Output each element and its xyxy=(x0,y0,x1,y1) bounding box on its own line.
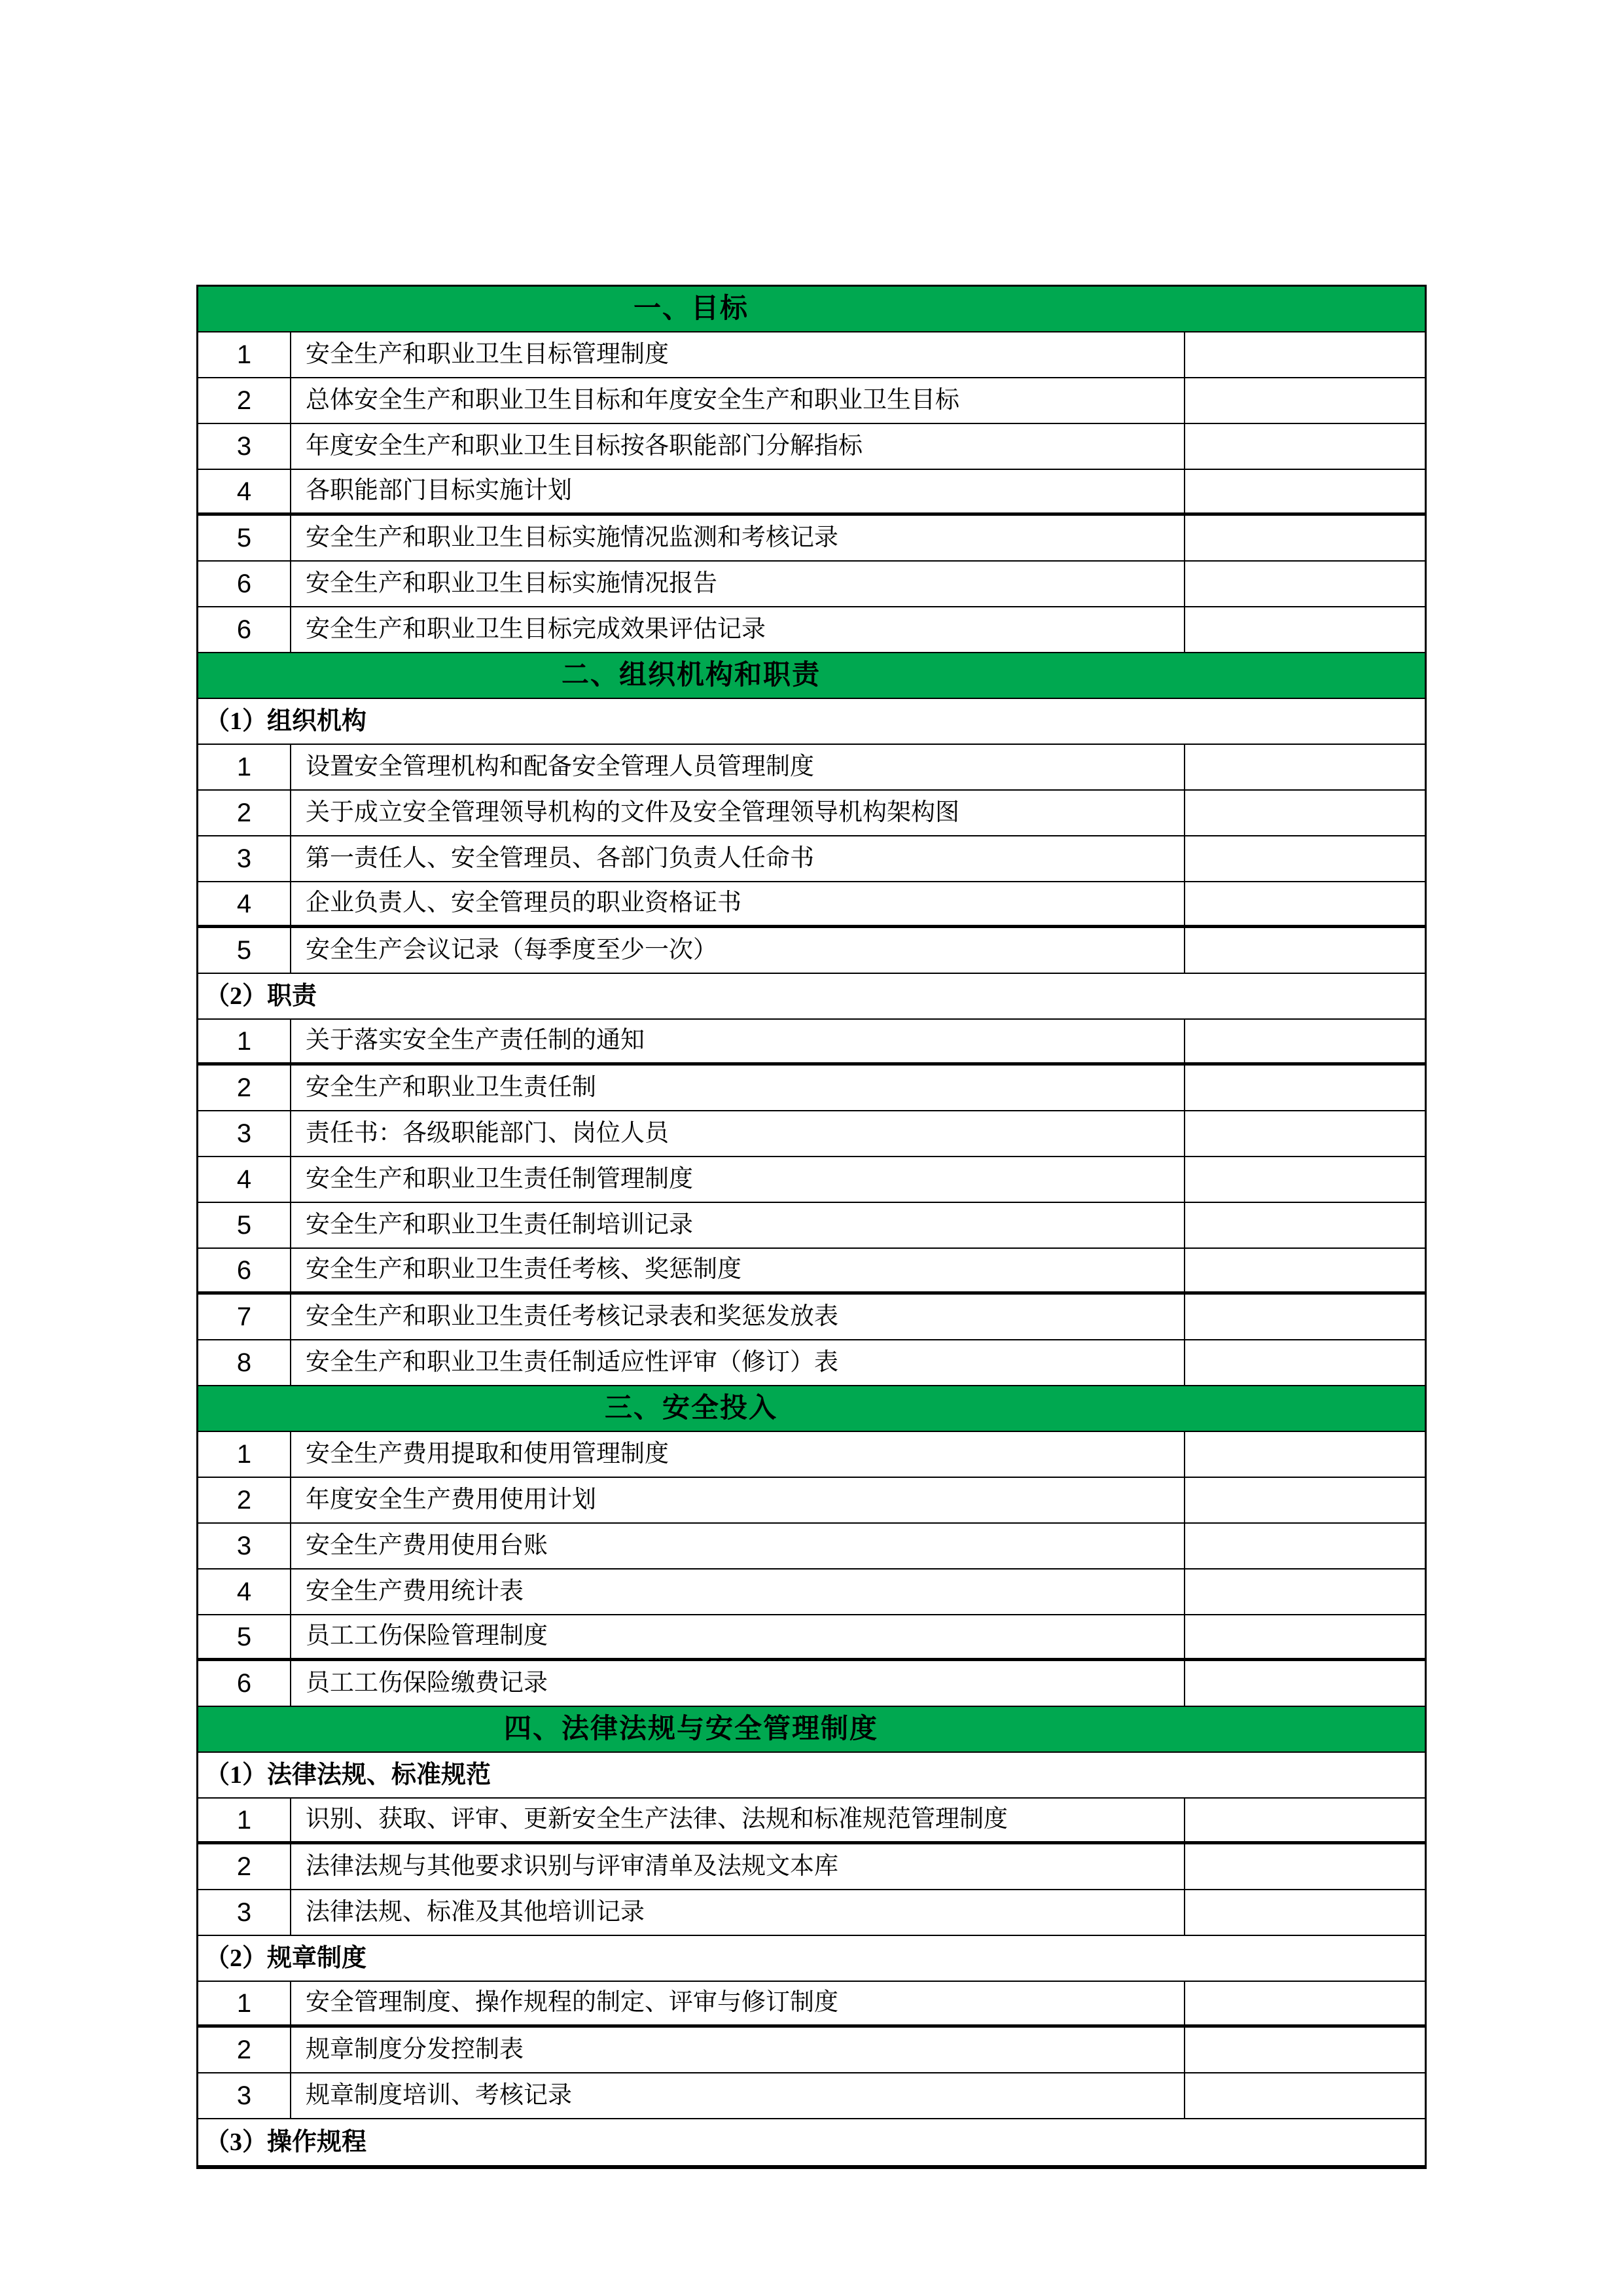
subsection-title: （1）组织机构 xyxy=(205,708,367,735)
subsection-title: （2）规章制度 xyxy=(205,1945,367,1972)
checklist-item-row xyxy=(198,882,1425,928)
safety-checklist-table xyxy=(196,285,1427,2169)
item-status-cell xyxy=(1184,1340,1425,1385)
checklist-item-row xyxy=(198,378,1425,424)
item-text: 法律法规与其他要求识别与评审清单及法规文本库 xyxy=(290,1844,1184,1889)
section-header-row xyxy=(198,1386,1425,1432)
section-title: 二、组织机构和职责 xyxy=(561,660,821,691)
item-status-cell xyxy=(1184,1157,1425,1202)
item-text: 关于成立安全管理领导机构的文件及安全管理领导机构架构图 xyxy=(290,791,1184,835)
item-number: 4 xyxy=(236,889,252,918)
subsection-title: （3）操作规程 xyxy=(205,2128,367,2156)
item-number: 5 xyxy=(236,1622,252,1651)
item-text: 安全生产和职业卫生责任制适应性评审（修订）表 xyxy=(290,1340,1184,1385)
item-status-cell xyxy=(1184,1020,1425,1062)
checklist-item-row xyxy=(198,1340,1425,1386)
subsection-header-row xyxy=(198,1936,1425,1982)
checklist-item-row xyxy=(198,1111,1425,1157)
checklist-item-row xyxy=(198,1890,1425,1936)
item-number: 3 xyxy=(236,844,252,873)
checklist-item-row xyxy=(198,424,1425,470)
item-status-cell xyxy=(1184,1295,1425,1339)
item-number: 8 xyxy=(236,1348,252,1377)
item-number: 7 xyxy=(236,1302,252,1331)
subsection-title: （2）职责 xyxy=(205,982,317,1010)
checklist-item-row xyxy=(198,1570,1425,1615)
item-status-cell xyxy=(1184,745,1425,789)
item-text: 规章制度分发控制表 xyxy=(290,2028,1184,2072)
item-status-cell xyxy=(1184,1570,1425,1614)
item-number: 6 xyxy=(236,569,252,598)
section-header-tail xyxy=(1184,287,1425,331)
checklist-item-row xyxy=(198,1249,1425,1295)
item-status-cell xyxy=(1184,470,1425,512)
item-status-cell xyxy=(1184,1661,1425,1706)
item-text: 年度安全生产费用使用计划 xyxy=(290,1478,1184,1522)
item-number: 1 xyxy=(236,753,252,781)
item-text: 安全生产和职业卫生责任制培训记录 xyxy=(290,1203,1184,1247)
checklist-item-row xyxy=(198,1799,1425,1844)
item-text: 规章制度培训、考核记录 xyxy=(290,2073,1184,2118)
section-header-cell xyxy=(198,1707,1184,1751)
section-title: 一、目标 xyxy=(633,294,749,324)
checklist-item-row xyxy=(198,791,1425,836)
item-text: 关于落实安全生产责任制的通知 xyxy=(290,1020,1184,1062)
section-header-tail xyxy=(1184,653,1425,698)
item-text: 员工工伤保险管理制度 xyxy=(290,1615,1184,1658)
item-text: 各职能部门目标实施计划 xyxy=(290,470,1184,512)
section-header-cell xyxy=(198,287,1184,331)
item-status-cell xyxy=(1184,1524,1425,1568)
item-text: 第一责任人、安全管理员、各部门负责人任命书 xyxy=(290,836,1184,881)
item-text: 安全生产和职业卫生责任制 xyxy=(290,1066,1184,1110)
item-number: 2 xyxy=(236,1852,252,1881)
checklist-item-row xyxy=(198,1844,1425,1890)
item-status-cell xyxy=(1184,1066,1425,1110)
item-status-cell xyxy=(1184,1615,1425,1658)
item-text: 安全生产和职业卫生责任考核记录表和奖惩发放表 xyxy=(290,1295,1184,1339)
section-header-tail xyxy=(1184,1707,1425,1751)
item-number: 2 xyxy=(236,1486,252,1515)
checklist-item-row xyxy=(198,516,1425,562)
item-text: 责任书：各级职能部门、岗位人员 xyxy=(290,1111,1184,1156)
item-text: 员工工伤保险缴费记录 xyxy=(290,1661,1184,1706)
item-text: 安全生产和职业卫生责任考核、奖惩制度 xyxy=(290,1249,1184,1291)
item-number: 5 xyxy=(236,936,252,965)
item-status-cell xyxy=(1184,791,1425,835)
item-number: 3 xyxy=(236,1898,252,1927)
item-number: 4 xyxy=(236,1165,252,1194)
checklist-item-row xyxy=(198,607,1425,653)
item-status-cell xyxy=(1184,1203,1425,1247)
section-header-row xyxy=(198,1707,1425,1753)
item-text: 安全生产和职业卫生目标完成效果评估记录 xyxy=(290,607,1184,652)
checklist-item-row xyxy=(198,836,1425,882)
item-number: 4 xyxy=(236,1577,252,1606)
item-text: 安全管理制度、操作规程的制定、评审与修订制度 xyxy=(290,1982,1184,2024)
checklist-item-row xyxy=(198,1295,1425,1340)
item-number: 5 xyxy=(236,524,252,552)
item-text: 安全生产会议记录（每季度至少一次） xyxy=(290,928,1184,973)
item-number: 3 xyxy=(236,1532,252,1560)
item-status-cell xyxy=(1184,1249,1425,1291)
subsection-header-row xyxy=(198,2119,1425,2165)
item-number: 1 xyxy=(236,1440,252,1469)
checklist-item-row xyxy=(198,1615,1425,1661)
item-status-cell xyxy=(1184,424,1425,469)
checklist-item-row xyxy=(198,2073,1425,2119)
item-text: 安全生产和职业卫生目标管理制度 xyxy=(290,332,1184,377)
item-status-cell xyxy=(1184,2073,1425,2118)
item-text: 企业负责人、安全管理员的职业资格证书 xyxy=(290,882,1184,925)
item-status-cell xyxy=(1184,1111,1425,1156)
checklist-item-row xyxy=(198,928,1425,974)
checklist-item-row xyxy=(198,1020,1425,1066)
checklist-item-row xyxy=(198,1524,1425,1570)
item-number: 3 xyxy=(236,432,252,461)
item-text: 安全生产费用统计表 xyxy=(290,1570,1184,1614)
item-number: 6 xyxy=(236,1669,252,1698)
item-number: 2 xyxy=(236,1073,252,1102)
item-status-cell xyxy=(1184,378,1425,423)
item-status-cell xyxy=(1184,836,1425,881)
section-title: 三、安全投入 xyxy=(604,1393,777,1424)
item-number: 6 xyxy=(236,1255,252,1285)
checklist-item-row xyxy=(198,745,1425,791)
checklist-item-row xyxy=(198,1661,1425,1707)
item-status-cell xyxy=(1184,332,1425,377)
item-number: 1 xyxy=(236,1988,252,2018)
item-text: 安全生产费用提取和使用管理制度 xyxy=(290,1432,1184,1477)
checklist-item-row xyxy=(198,2028,1425,2073)
item-number: 4 xyxy=(236,476,252,506)
item-status-cell xyxy=(1184,882,1425,925)
item-text: 安全生产和职业卫生目标实施情况监测和考核记录 xyxy=(290,516,1184,560)
section-header-cell xyxy=(198,653,1184,698)
subsection-header-row xyxy=(198,974,1425,1020)
item-text: 法律法规、标准及其他培训记录 xyxy=(290,1890,1184,1935)
subsection-header-row xyxy=(198,1753,1425,1799)
item-status-cell xyxy=(1184,516,1425,560)
item-status-cell xyxy=(1184,1890,1425,1935)
item-text: 识别、获取、评审、更新安全生产法律、法规和标准规范管理制度 xyxy=(290,1799,1184,1841)
item-text: 安全生产和职业卫生责任制管理制度 xyxy=(290,1157,1184,1202)
item-text: 设置安全管理机构和配备安全管理人员管理制度 xyxy=(290,745,1184,789)
checklist-item-row xyxy=(198,1982,1425,2028)
item-number: 5 xyxy=(236,1211,252,1240)
item-status-cell xyxy=(1184,1844,1425,1889)
item-number: 2 xyxy=(236,386,252,415)
checklist-item-row xyxy=(198,1203,1425,1249)
section-header-row xyxy=(198,287,1425,332)
section-header-row xyxy=(198,653,1425,699)
item-status-cell xyxy=(1184,1432,1425,1477)
section-header-tail xyxy=(1184,1386,1425,1431)
subsection-title: （1）法律法规、标准规范 xyxy=(205,1761,491,1789)
section-header-cell xyxy=(198,1386,1184,1431)
item-text: 总体安全生产和职业卫生目标和年度安全生产和职业卫生目标 xyxy=(290,378,1184,423)
item-status-cell xyxy=(1184,928,1425,973)
item-text: 年度安全生产和职业卫生目标按各职能部门分解指标 xyxy=(290,424,1184,469)
item-status-cell xyxy=(1184,1478,1425,1522)
checklist-item-row xyxy=(198,470,1425,516)
item-status-cell xyxy=(1184,607,1425,652)
item-number: 6 xyxy=(236,615,252,644)
item-number: 1 xyxy=(236,1805,252,1835)
item-number: 1 xyxy=(236,1026,252,1056)
section-title: 四、法律法规与安全管理制度 xyxy=(503,1714,878,1744)
item-number: 1 xyxy=(236,340,252,369)
item-number: 3 xyxy=(236,1119,252,1148)
checklist-item-row xyxy=(198,1432,1425,1478)
item-status-cell xyxy=(1184,562,1425,606)
checklist-item-row xyxy=(198,1066,1425,1111)
item-status-cell xyxy=(1184,2028,1425,2072)
item-text: 安全生产费用使用台账 xyxy=(290,1524,1184,1568)
checklist-item-row xyxy=(198,1478,1425,1524)
item-number: 2 xyxy=(236,798,252,827)
checklist-item-row xyxy=(198,562,1425,607)
item-status-cell xyxy=(1184,1982,1425,2024)
checklist-item-row xyxy=(198,1157,1425,1203)
item-number: 3 xyxy=(236,2081,252,2110)
subsection-header-row xyxy=(198,699,1425,745)
item-status-cell xyxy=(1184,1799,1425,1841)
item-text: 安全生产和职业卫生目标实施情况报告 xyxy=(290,562,1184,606)
checklist-item-row xyxy=(198,332,1425,378)
item-number: 2 xyxy=(236,2036,252,2064)
